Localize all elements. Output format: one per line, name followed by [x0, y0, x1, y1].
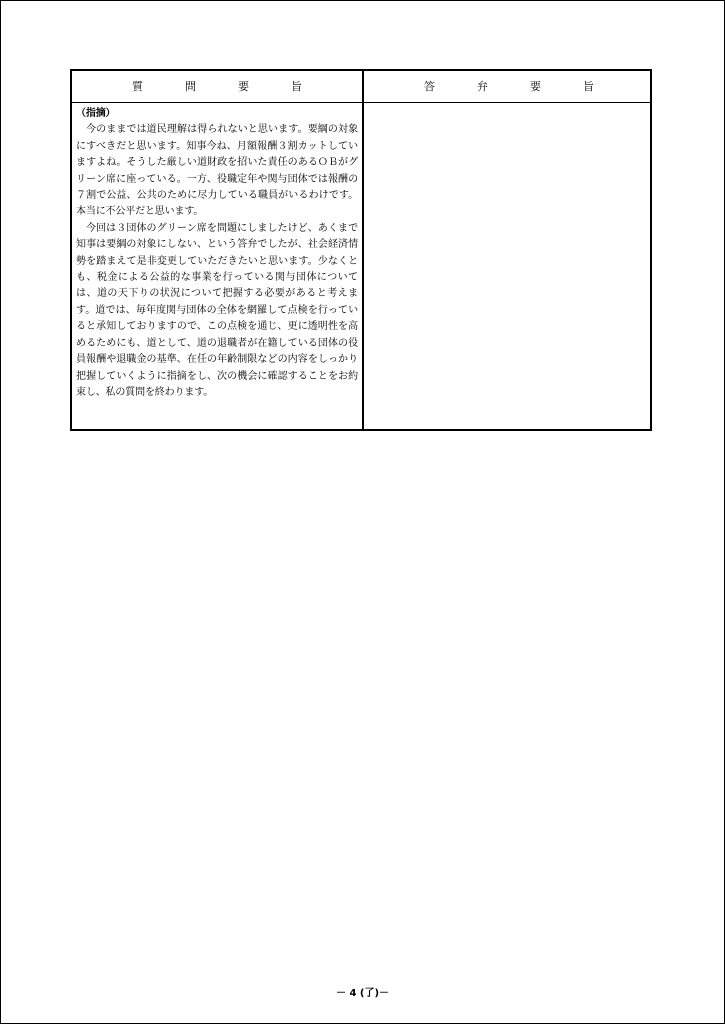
- question-heading: （指摘）: [76, 108, 116, 119]
- answer-summary-cell: [368, 106, 648, 426]
- answer-header-char: 弁: [477, 80, 488, 93]
- table-header-row: [72, 71, 650, 103]
- question-header-char: 質: [132, 80, 143, 93]
- question-summary-cell: [76, 106, 358, 401]
- question-header-char: 問: [185, 80, 196, 93]
- answer-summary-header: [424, 71, 594, 103]
- question-summary-header: [132, 71, 302, 103]
- question-paragraph: 今回は３団体のグリーン席を問題にしましたけど、あくまで知事は要綱の対象にしない、という答弁でしたが、社会経済情勢を踏まえて是非変更していただきたいと思います。少なくとも、税金による公益的な事業を行っている関与団体については、道の天下りの状況について把握する必要があると考えます。道では、毎年度関与団体の全体を網羅して点検を行っていると承知しておりますので、この点検を通じ、更に透明性を高めるためにも、道として、道の退職者が在籍している団体の役員報酬や退職金の基準、在任の年齢制限などの内容をしっかり把握していくように指摘をし、次の機会に確認することをお約束し、私の質問を終わります。: [76, 222, 358, 398]
- question-header-char: 旨: [291, 80, 302, 93]
- answer-header-char: 要: [530, 80, 541, 93]
- column-divider: [362, 71, 364, 429]
- question-paragraph: 今のままでは道民理解は得られないと思います。要綱の対象にすべきだと思います。知事今ね、月額報酬３割カットしていますよね。そうした厳しい道財政を招いた責任のあるＯＢがグリーン席に座っている。一方、役職定年や関与団体では報酬の７割で公益、公共のために尽力している職員がいるわけです。本当に不公平だと思います。: [76, 124, 358, 218]
- page-number: － 4 (了)－: [335, 988, 390, 999]
- qa-table: [70, 69, 652, 431]
- answer-header-char: 旨: [583, 80, 594, 93]
- question-header-char: 要: [238, 80, 249, 93]
- answer-header-char: 答: [424, 80, 435, 93]
